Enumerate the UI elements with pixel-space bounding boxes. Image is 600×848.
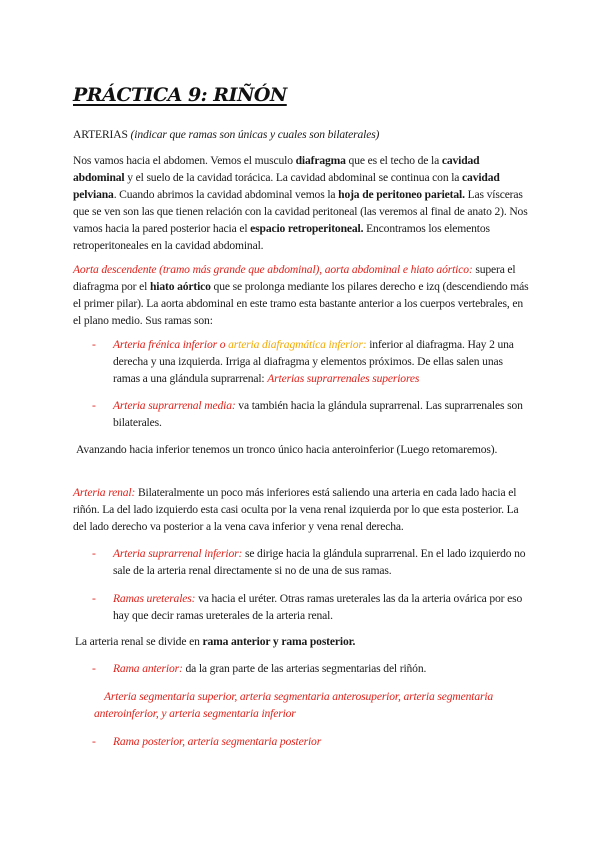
intro-bold-cavidad-pelviana: cavidad pelviana — [73, 171, 500, 201]
arterias-heading-line — [73, 126, 529, 143]
aorta-bold-hiato: hiato aórtico — [149, 280, 211, 293]
intro-text-4: . Cuando abrimos la cavidad abdominal vemos la — [113, 188, 339, 201]
frenica-heading: Arteria frénica inferior o — [113, 338, 229, 351]
divide-bold: rama anterior y rama posterior. — [202, 635, 356, 648]
bullet-dash: - — [92, 735, 96, 748]
avanzando-paragraph: Avanzando hacia inferior tenemos un tronco único hacia anteroinferior (Luego retomaremos). — [76, 443, 498, 456]
intro-text-2: que es el techo de la — [345, 154, 442, 167]
suprarrenal-inferior-text: se dirige hacia la glándula suprarrenal. En el lado izquierdo no sale de la arteria renal directamente si no de una de sus ramas. — [113, 547, 526, 577]
frenica-item — [113, 336, 531, 387]
aorta-heading: Aorta descendente (tramo más grande que abdominal), aorta abdominal e hiato aórtico: — [73, 263, 473, 276]
rama-posterior-heading: Rama posterior, arteria segmentaria posterior — [113, 735, 322, 748]
bullet-dash: - — [92, 338, 96, 351]
aorta-text-2: que se prolonga mediante los pilares derecho e izq (descendiendo más el primer pilar). La aorta abdominal en este tramo esta bastante anterior a los cuerpos vertebrales, en el plano medio. Sus ramas son: — [73, 280, 529, 327]
aorta-text-1: supera el diafragma por el — [73, 263, 516, 293]
intro-bold-cavidad-abdominal: cavidad abdominal — [73, 154, 480, 184]
page-title: PRÁCTICA 9: RIÑÓN — [73, 84, 287, 106]
rama-anterior-text: da la gran parte de las arterias segmentarias del riñón. — [182, 662, 427, 675]
bullet-dash: - — [92, 662, 96, 675]
rama-posterior-item — [113, 733, 531, 750]
ureterales-heading: Ramas ureterales: — [113, 592, 196, 605]
arterias-heading: ARTERIAS — [73, 128, 128, 141]
suprarrenal-inferior-item — [113, 545, 531, 579]
diafragmatica-heading: arteria diafragmática inferior: — [228, 338, 367, 351]
intro-text-3: y el suelo de la cavidad torácica. La cavidad abdominal se continua con la — [124, 171, 463, 184]
intro-paragraph — [73, 152, 529, 254]
intro-text-5: Las vísceras que se ven son las que tienen relación con la cavidad peritoneal (las veremos al final de anato 2). Nos vamos hacia la pared posterior hacia el — [73, 188, 528, 235]
aorta-paragraph — [73, 261, 529, 329]
arterias-note: (indicar que ramas son únicas y cuales son bilaterales) — [130, 128, 380, 141]
suprarrenal-media-item — [113, 397, 531, 431]
suprarrenal-inferior-heading: Arteria suprarrenal inferior: — [113, 547, 243, 560]
ureterales-item — [113, 590, 531, 624]
frenica-text: inferior al diafragma. Hay 2 una derecha y una izquierda. Irriga al diafragma y elementos próximos. De ellas salen unas ramas a una glándula suprarrenal: — [113, 338, 514, 385]
intro-bold-diafragma: diafragma — [295, 154, 346, 167]
suprarrenal-media-text: va también hacia la glándula suprarrenal. Las suprarrenales son bilaterales. — [113, 399, 523, 429]
bullet-dash: - — [92, 592, 96, 605]
rama-anterior-item — [113, 660, 531, 677]
renal-text: Bilateralmente un poco más inferiores está saliendo una arteria en cada lado hacia el riñón. La del lado izquierdo esta casi oculta por la vena renal izquierda por lo que esta posterior. La del lado derecho va posterior a la vena cava inferior y vena renal derecha. — [73, 486, 519, 533]
intro-text-1: Nos vamos hacia el abdomen. Vemos el musculo — [73, 154, 296, 167]
renal-heading: Arteria renal: — [73, 486, 136, 499]
intro-bold-peritoneo: hoja de peritoneo parietal. — [338, 188, 465, 201]
divide-text: La arteria renal se divide en — [75, 635, 203, 648]
bullet-dash: - — [92, 547, 96, 560]
suprarrenal-media-heading: Arteria suprarrenal media: — [113, 399, 236, 412]
renal-paragraph — [73, 484, 529, 535]
divide-paragraph — [75, 633, 531, 650]
segmentarias-paragraph: Arteria segmentaria superior, arteria segmentaria anterosuperior, arteria segmentaria anteroinferior, y arteria segmentaria inferior — [94, 690, 494, 720]
bullet-dash: - — [92, 399, 96, 412]
suprarrenales-superiores: Arterias suprarrenales superiores — [267, 372, 420, 385]
intro-text-6: Encontramos los elementos retroperitoneales en la cavidad abdominal. — [73, 222, 490, 252]
ureterales-text: va hacia el uréter. Otras ramas ureterales las da la arteria ovárica por eso hay que decir ramas ureterales de la arteria renal. — [113, 592, 523, 622]
intro-bold-espacio: espacio retroperitoneal. — [250, 222, 364, 235]
rama-anterior-heading: Rama anterior: — [113, 662, 183, 675]
